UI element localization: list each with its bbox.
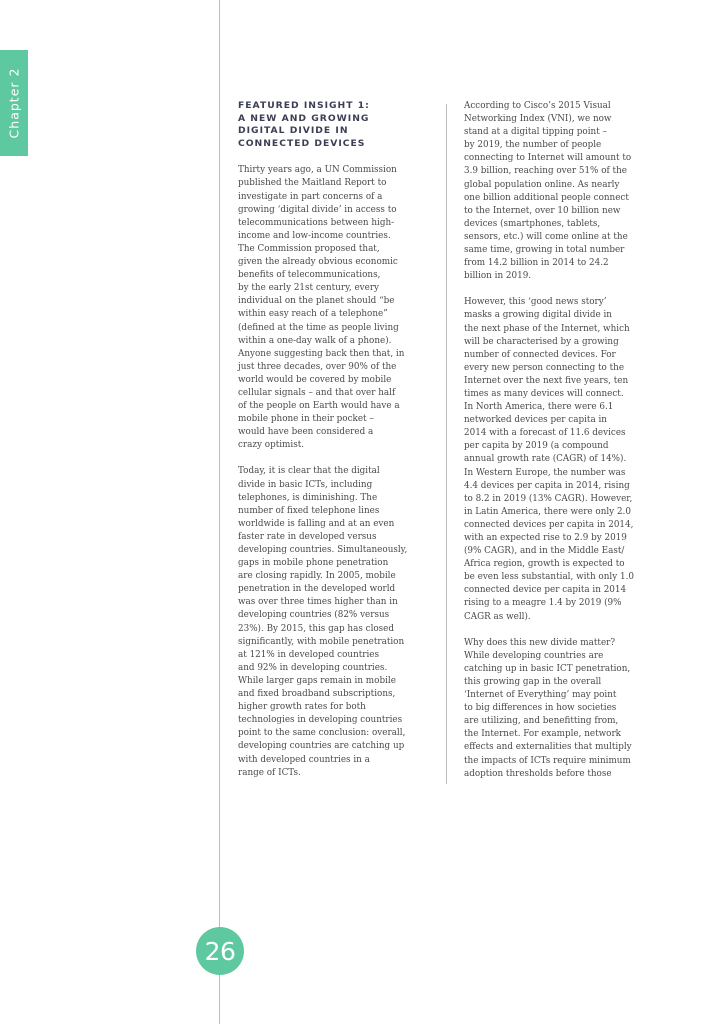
right-paragraph-1: According to Cisco’s 2015 Visual Networking Index (VNI), we now stand at a digital tipping point – by 2019, the number of people connecting to Internet will amount to 3.9 billion, reaching over 51% of the global population online. As nearly one billion additional people connect to the Internet, over 10 billion new devices (smartphones, tablets, sensors, etc.) will come online at the same time, growing in total number from 14.2 billion in 2014 to 24.2 billion in 2019. <box>464 101 632 282</box>
chapter-tab <box>0 50 28 156</box>
page-number: 26 <box>204 936 236 966</box>
right-paragraph-3: Why does this new divide matter? While developing countries are catching up in basic ICT penetration, this growing gap in the overall ‘Internet of Everything’ may point to big differences in how societies are utilizing, and benefitting from, the Internet. For example, network effects and externalities that multiply the impacts of ICTs require minimum adoption thresholds before those <box>464 637 632 779</box>
right-column <box>464 100 662 794</box>
chapter-tab-label: Chapter 2 <box>6 67 22 139</box>
left-column <box>238 100 432 793</box>
right-paragraph-2: However, this ‘good news story’ masks a growing digital divide in the next phase of the Internet, which will be characterised by a growing number of connected devices. For every new person connecting to the Internet over the next five years, ten times as many devices will connect. In North America, there were 6.1 networked devices per capita in 2014 with a forecast of 11.6 devices per capita by 2019 (a compound annual growth rate (CAGR) of 14%). In Western Europe, the number was 4.4 devices per capita in 2014, rising to 8.2 in 2019 (13% CAGR). However, in Latin America, there were only 2.0 connected devices per capita in 2014, with an expected rise to 2.9 by 2019 (9% CAGR), and in the Middle East/ Africa region, growth is expected to be even less substantial, with only 1.0 connected device per capita in 2014 rising to a meagre 1.4 by 2019 (9% CAGR as well). <box>464 297 634 622</box>
featured-insight-heading: FEATURED INSIGHT 1: A NEW AND GROWING DIGITAL DIVIDE IN CONNECTED DEVICES <box>238 100 370 149</box>
margin-rule <box>219 0 220 1024</box>
column-divider <box>446 104 447 784</box>
left-paragraph-2: Today, it is clear that the digital divide in basic ICTs, including telephones, is diminishing. The number of fixed telephone lines worldwide is falling and at an even faster rate in developed versus developing countries. Simultaneously, gaps in mobile phone penetration are closing rapidly. In 2005, mobile penetration in the developed world was over three times higher than in developing countries (82% versus 23%). By 2015, this gap has closed significantly, with mobile penetration at 121% in developed countries and 92% in developing countries. While larger gaps remain in mobile and fixed broadband subscriptions, higher growth rates for both technologies in developing countries point to the same conclusion: overall, developing countries are catching up with developed countries in a range of ICTs. <box>238 466 408 778</box>
page-number-badge <box>196 927 244 975</box>
left-paragraph-1: Thirty years ago, a UN Commission published the Maitland Report to investigate in part concerns of a growing ‘digital divide’ in access to telecommunications between high- income and low-income countries. The Commission proposed that, given the already obvious economic benefits of telecommunications, by the early 21st century, every individual on the planet should “be within easy reach of a telephone” (defined at the time as people living within a one-day walk of a phone). Anyone suggesting back then that, in just three decades, over 90% of the world would be covered by mobile cellular signals – and that over half of the people on Earth would have a mobile phone in their pocket – would have been considered a crazy optimist. <box>238 165 405 451</box>
